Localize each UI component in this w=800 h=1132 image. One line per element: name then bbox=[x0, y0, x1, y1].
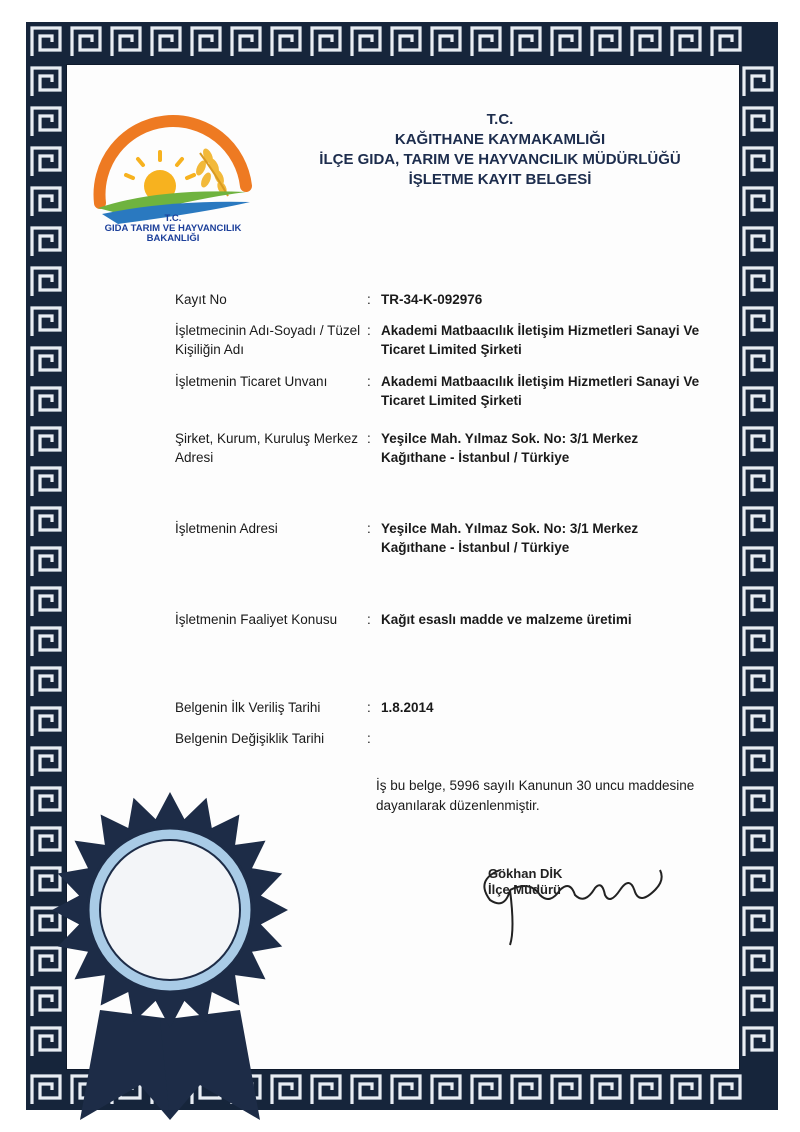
ministry-logo-text bbox=[88, 214, 258, 244]
key-motif bbox=[472, 28, 500, 56]
key-motif bbox=[32, 268, 60, 296]
key-motif bbox=[744, 1028, 772, 1056]
key-motif bbox=[744, 628, 772, 656]
field-value: Yeşilce Mah. Yılmaz Sok. No: 3/1 Merkez Kağıthane - İstanbul / Türkiye bbox=[381, 431, 639, 465]
key-motif bbox=[312, 28, 340, 56]
field-colon: : bbox=[367, 323, 371, 338]
key-motif bbox=[32, 588, 60, 616]
key-motif bbox=[744, 788, 772, 816]
rosette-seal-icon bbox=[40, 790, 300, 1120]
key-motif bbox=[392, 1076, 420, 1104]
field-label: İşletmecinin Adı-Soyadı / Tüzel Kişiliğin Adı bbox=[175, 323, 361, 357]
key-motif bbox=[32, 428, 60, 456]
key-motif bbox=[72, 28, 100, 56]
key-motif bbox=[32, 348, 60, 376]
key-motif bbox=[592, 1076, 620, 1104]
field-colon: : bbox=[367, 612, 371, 627]
field-value: 1.8.2014 bbox=[381, 700, 434, 715]
key-motif bbox=[32, 68, 60, 96]
key-motif bbox=[312, 1076, 340, 1104]
field-label: Kayıt No bbox=[175, 292, 227, 307]
key-motif bbox=[744, 348, 772, 376]
key-motif bbox=[32, 308, 60, 336]
key-motif bbox=[744, 228, 772, 256]
key-motif bbox=[192, 28, 220, 56]
key-motif bbox=[712, 1076, 740, 1104]
key-motif bbox=[744, 468, 772, 496]
field-value: Akademi Matbaacılık İletişim Hizmetleri Sanayi Ve Ticaret Limited Şirketi bbox=[381, 374, 700, 408]
key-motif bbox=[744, 548, 772, 576]
key-motif bbox=[672, 28, 700, 56]
field-value: Akademi Matbaacılık İletişim Hizmetleri Sanayi Ve Ticaret Limited Şirketi bbox=[381, 323, 700, 357]
signatory-name: Gökhan DİK bbox=[488, 866, 563, 881]
key-motif bbox=[744, 868, 772, 896]
legal-note: İş bu belge, 5996 sayılı Kanunun 30 uncu maddesine dayanılarak düzenlenmiştir. bbox=[376, 778, 695, 813]
key-motif bbox=[392, 28, 420, 56]
key-motif bbox=[744, 708, 772, 736]
key-motif bbox=[744, 388, 772, 416]
field-value: Kağıt esaslı madde ve malzeme üretimi bbox=[381, 612, 632, 627]
field-colon: : bbox=[367, 731, 371, 746]
field-label: İşletmenin Adresi bbox=[175, 521, 278, 536]
field-label: Belgenin İlk Veriliş Tarihi bbox=[175, 700, 321, 715]
key-motif bbox=[32, 188, 60, 216]
field-colon: : bbox=[367, 431, 371, 446]
field-colon: : bbox=[367, 374, 371, 389]
key-motif bbox=[32, 228, 60, 256]
key-motif bbox=[32, 748, 60, 776]
key-motif bbox=[32, 508, 60, 536]
logo-line-ministry: GIDA TARIM VE HAYVANCILIK bbox=[104, 223, 242, 234]
key-motif bbox=[744, 108, 772, 136]
field-label: Şirket, Kurum, Kuruluş Merkez Adresi bbox=[175, 431, 359, 465]
key-motif bbox=[744, 908, 772, 936]
key-motif bbox=[672, 1076, 700, 1104]
field-label: İşletmenin Faaliyet Konusu bbox=[175, 612, 338, 627]
field-label: Belgenin Değişiklik Tarihi bbox=[175, 731, 325, 746]
key-motif bbox=[744, 508, 772, 536]
key-motif bbox=[512, 1076, 540, 1104]
signatory-title: İlçe Müdürü bbox=[488, 882, 561, 897]
key-motif bbox=[744, 828, 772, 856]
field-value: Yeşilce Mah. Yılmaz Sok. No: 3/1 Merkez Kağıthane - İstanbul / Türkiye bbox=[381, 521, 639, 555]
document-title: İŞLETME KAYIT BELGESİ bbox=[408, 171, 592, 188]
header-mudurluk: İLÇE GIDA, TARIM VE HAYVANCILIK MÜDÜRLÜĞÜ bbox=[319, 151, 681, 168]
key-motif bbox=[32, 28, 60, 56]
key-motif bbox=[232, 28, 260, 56]
key-motif bbox=[272, 28, 300, 56]
key-motif bbox=[744, 588, 772, 616]
signature-block bbox=[488, 866, 562, 898]
field-label: İşletmenin Ticaret Unvanı bbox=[175, 374, 328, 389]
logo-line-bakanlik: BAKANLIĞI bbox=[146, 233, 200, 244]
header-tc: T.C. bbox=[486, 111, 514, 128]
key-motif bbox=[32, 468, 60, 496]
key-motif bbox=[552, 28, 580, 56]
key-motif bbox=[432, 1076, 460, 1104]
key-motif bbox=[32, 108, 60, 136]
key-motif bbox=[744, 948, 772, 976]
key-motif bbox=[744, 988, 772, 1016]
key-motif bbox=[32, 628, 60, 656]
key-motif bbox=[432, 28, 460, 56]
key-motif bbox=[32, 148, 60, 176]
key-motif bbox=[32, 388, 60, 416]
wheat-icon bbox=[194, 147, 229, 196]
field-colon: : bbox=[367, 700, 371, 715]
key-motif bbox=[744, 428, 772, 456]
handwritten-signature-icon bbox=[470, 850, 670, 950]
key-motif bbox=[32, 708, 60, 736]
key-motif bbox=[352, 1076, 380, 1104]
key-motif bbox=[744, 188, 772, 216]
key-motif bbox=[712, 28, 740, 56]
key-motif bbox=[744, 668, 772, 696]
key-motif bbox=[632, 28, 660, 56]
key-motif bbox=[32, 548, 60, 576]
field-value: TR-34-K-092976 bbox=[381, 292, 483, 307]
key-motif bbox=[152, 28, 180, 56]
field-colon: : bbox=[367, 292, 371, 307]
field-colon: : bbox=[367, 521, 371, 536]
key-motif bbox=[744, 68, 772, 96]
key-motif bbox=[112, 28, 140, 56]
key-motif bbox=[592, 28, 620, 56]
key-motif bbox=[744, 268, 772, 296]
key-motif bbox=[512, 28, 540, 56]
key-motif bbox=[744, 148, 772, 176]
logo-line-tc: T.C. bbox=[164, 213, 182, 224]
key-motif bbox=[32, 668, 60, 696]
key-motif bbox=[472, 1076, 500, 1104]
key-motif bbox=[744, 748, 772, 776]
header-kaymakamlik: KAĞITHANE KAYMAKAMLIĞI bbox=[394, 131, 606, 148]
document-header bbox=[300, 110, 700, 190]
key-motif bbox=[552, 1076, 580, 1104]
key-motif bbox=[632, 1076, 660, 1104]
key-motif bbox=[744, 308, 772, 336]
key-motif bbox=[352, 28, 380, 56]
